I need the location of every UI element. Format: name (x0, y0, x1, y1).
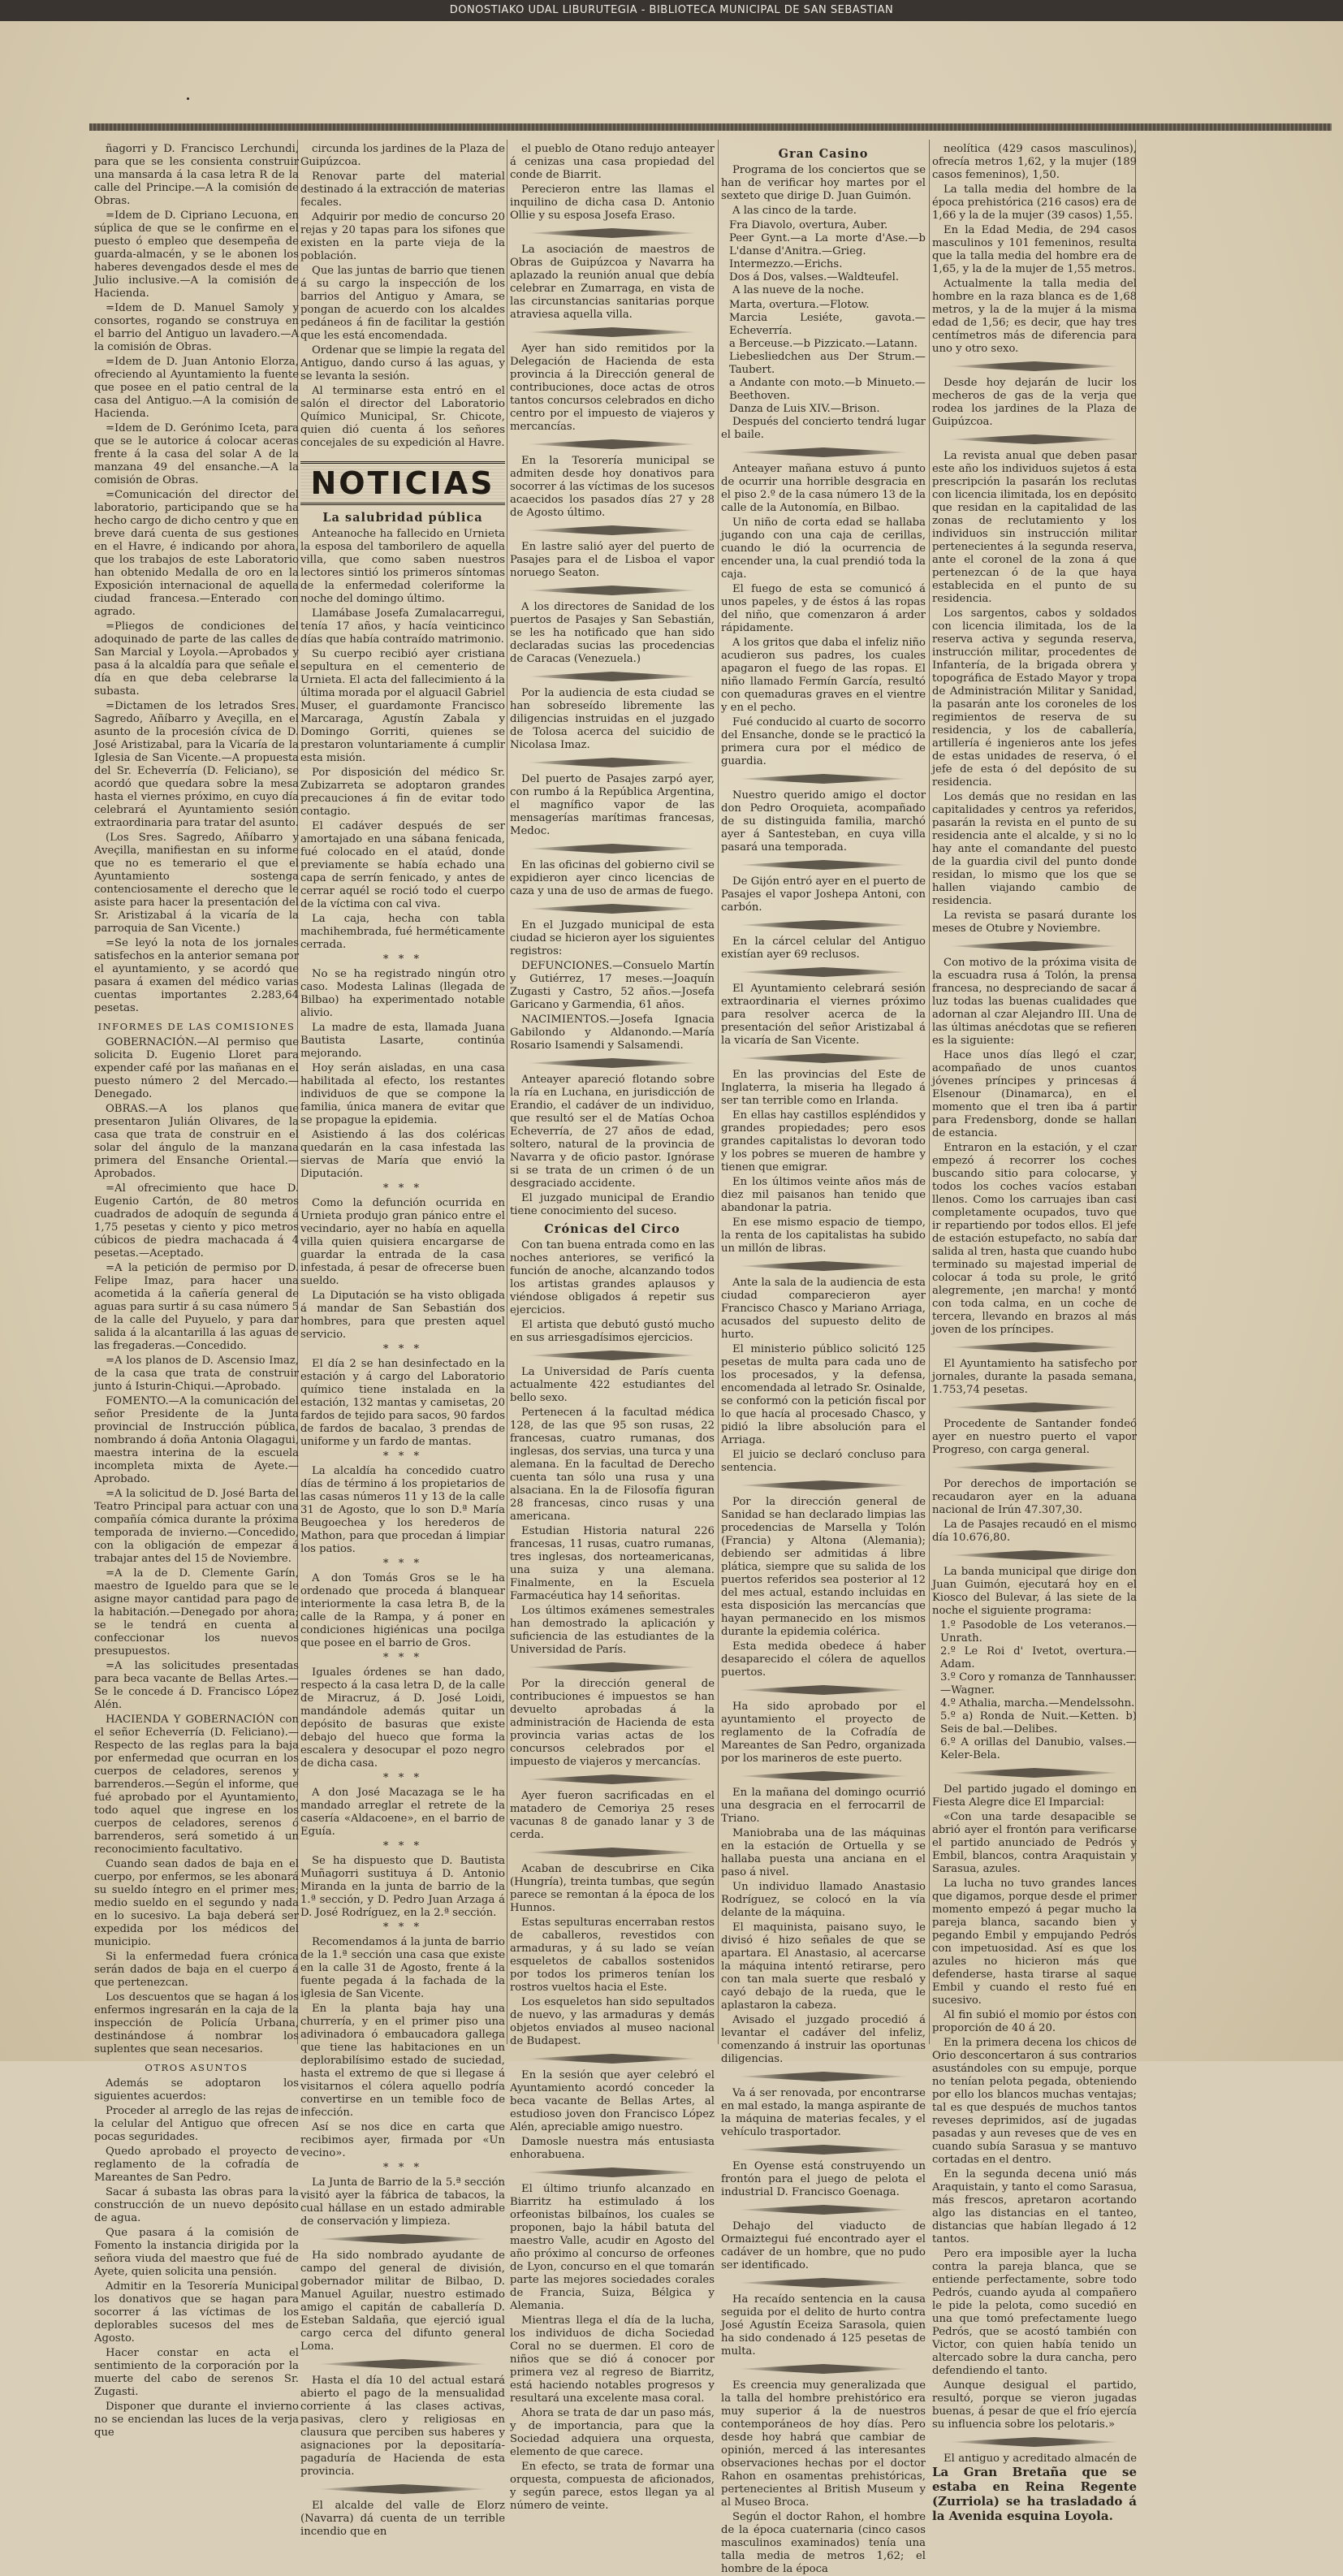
ornament-divider (526, 586, 698, 595)
program-item: Marta, overtura.—Flotow. (729, 299, 870, 311)
program-item: Marcia Lesiéte, gavota.—Echeverría. (729, 312, 926, 337)
separator-stars: * * * (382, 1343, 423, 1355)
paragraph: Admitir en la Tesorería Municipal los donativos que se hagan para socorrer á las víctimas de los deplorables sucesos del mes de Agosto. (94, 2280, 299, 2345)
ornament-divider (948, 1342, 1121, 1352)
paragraph: La banda municipal que dirige don Juan Guimón, ejecutará hoy en el Kiosco del Bulevar, á las siete de la noche el siguiente programa: (932, 1566, 1137, 1617)
paragraph: Programa de los conciertos que se han de verificar hoy martes por el sexteto que dirige D. Juan Guimón. (721, 164, 926, 202)
paragraph: A don Tomás Gros se le ha ordenado que proceda á blanquear interiormente la casa letra B, de la calle de la Rampa, y á poner en condiciones higiénicas una pocilga que posee en el barrio de Gros. (300, 1572, 505, 1649)
section-heading: INFORMES DE LAS COMISIONES (97, 1021, 296, 1032)
paragraph: HACIENDA Y GOBERNACIÓN con el señor Echeverría (D. Feliciano).—Respecto de las reglas para la baja por enfermedad que ocurran en los cuerpos de celadores, serenos y barrenderos.—Según el informe, que fué aprobado por el Ayuntamiento, todo aquel que ingrese en los cuerpos de celadores, serenos ó barrenderos, será sometido á un reconocimiento facultativo. (94, 1714, 299, 1856)
column-5 (932, 143, 1137, 2523)
archive-banner: DONOSTIAKO UDAL LIBURUTEGIA - BIBLIOTECA MUNICIPAL DE SAN SEBASTIAN (0, 0, 1343, 21)
paragraph: Quedo aprobado el proyecto de reglamento de la cofradía de Mareantes de San Pedro. (94, 2146, 299, 2184)
paragraph: Ante la sala de la audiencia de esta ciudad comparecieron ayer Francisco Chasco y Mariano Arriaga, acusados del supuesto delito de hurto. (721, 1277, 926, 1341)
ornament-divider (948, 1403, 1121, 1412)
ornament-divider (948, 1768, 1121, 1778)
paragraph: Hace unos días llegó el czar, acompañado de unos cuantos jóvenes príncipes y princesas á Elsenour (Dinamarca), en el momento que el tren iba á partir para Fredensborg, donde se hallan de estancia. (932, 1049, 1137, 1139)
paragraph: DEFUNCIONES.—Consuelo Martín y Gutiérrez, 17 meses.—Joaquín Zugasti y Castro, 52 años.—Josefa Garicano y Garmendia, 61 años. (510, 960, 715, 1011)
paragraph: El juicio se declaró concluso para sentencia. (721, 1449, 926, 1474)
paragraph: A los gritos que daba el infeliz niño acudieron sus padres, los cuales apagaron el fuego de las ropas. El niño llamado Fermín García, resultó con quemaduras graves en el vientre y en el pecho. (721, 637, 926, 714)
paragraph: Un individuo llamado Anastasio Rodríguez, se colocó en la vía delante de la máquina. (721, 1881, 926, 1919)
paragraph: Hacer constar en acta el sentimiento de la corporación por la muerte del cabo de serenos Sr. Zugasti. (94, 2347, 299, 2398)
ornament-divider (737, 2364, 909, 2374)
program-item: 2.º Le Roi d' Ivetot, overtura.—Adam. (940, 1645, 1137, 1671)
column-3 (510, 143, 715, 2512)
ornament-divider (317, 2234, 489, 2244)
paragraph: =Pliegos de condiciones del adoquinado de parte de las calles de San Marcial y Loyola.—Aprobados y pasa á la alcaldía para que señale el día en que deba celebrarse la subasta. (94, 620, 299, 698)
paragraph: La lucha no tuvo grandes lances que digamos, porque desde el primer momento empezó á pegar mucho la pareja blanca, sacando bien y pegando Embil y empujando Pedrós con impetuosidad. Así es que los azules no hicieron más que defenderse, hasta tirarse al saque Embil y cuando el resto fué en sucesivo. (932, 1878, 1137, 2007)
separator-stars: * * * (382, 1840, 423, 1852)
section-heading: Crónicas del Circo (544, 1222, 680, 1236)
paragraph: =Idem de D. Gerónimo Iceta, para que se le autorice á colocar aceras frente á la casa del solar A de la manzana 49 del ensanche.—A la comisión de Obras. (94, 422, 299, 486)
paragraph: Ahora se trata de dar un paso más, y de importancia, para que la Sociedad adquiera una orquesta, elemento de que carece. (510, 2407, 715, 2458)
section-heading: Gran Casino (778, 147, 869, 161)
paragraph: Perecieron entre las llamas el inquilino de dicha casa D. Antonio Ollie y su esposa Josefa Eraso. (510, 184, 715, 222)
column-2 (300, 143, 506, 2538)
ornament-divider (526, 1774, 698, 1784)
ornament-divider (526, 439, 698, 449)
ad-highlight-text: La Gran Bretaña que se estaba en Reina Regente (Zurriola) se ha trasladado á la Avenida esquina Loyola. (932, 2465, 1137, 2523)
paragraph: Procedente de Santander fondeó ayer en nuestro puerto el vapor Progreso, con carga general. (932, 1418, 1137, 1456)
paragraph: Al fin subió el momio por éstos con proporción de 40 á 20. (932, 2009, 1137, 2034)
ornament-divider (526, 672, 698, 681)
paragraph: =Se leyó la nota de los jornales satisfechos en la anterior semana por el ayuntamiento, y se acordó que pasara á examen del médico varias cuentas importantes 2.283,64 pesetas. (94, 937, 299, 1014)
paragraph: =Al ofrecimiento que hace D. Eugenio Cartón, de 80 metros cuadrados de adoquín de segunda á 1,75 pesetas y ciento y pico metros cúbicos de piedra machacada á 4 pesetas.—Aceptado. (94, 1182, 299, 1260)
ornament-divider (948, 1463, 1121, 1472)
print-speck (187, 97, 189, 100)
paragraph: Por disposición del médico Sr. Zubizarreta se adoptaron grandes precauciones á fin de evitar todo contagio. (300, 767, 505, 818)
paragraph: Con tan buena entrada como en las noches anteriores, se verificó la función de anoche, alcanzando todos los artistas grandes aplausos y viéndose obligados á repetir sus ejercicios. (510, 1239, 715, 1316)
paragraph: =Idem de D. Cipriano Lecuona, en súplica de que se le confirme en el puesto ó empleo que desempeña de guarda-almacén, y se le abonen los haberes devengados desde el mes de Julio inclusive.—A la comisión de Hacienda. (94, 210, 299, 300)
paragraph: A don José Macazaga se le ha mandado arreglar el retrete de la casería «Aldacoene», en el barrio de Eguía. (300, 1787, 505, 1838)
paragraph: El último triunfo alcanzado en Biarritz ha estimulado á los orfeonistas bilbaínos, los cuales se proponen, bajo la hábil batuta del maestro Valle, acudir en Agosto del año próximo al concurso de orfeones de Lyon, concurso en el que tomarán parte las mejores sociedades corales de Francia, Suiza, Bélgica y Alemania. (510, 2183, 715, 2312)
program-item: 3.º Coro y romanza de Tannhausser.—Wagner. (940, 1671, 1137, 1696)
paragraph: Estas sepulturas encerraban restos de caballeros, revestidos con armaduras, y á su lado se veían esqueletos de caballos sostenidos por todos los primeros tenían los rostros vueltos hacia el Este. (510, 1917, 715, 1994)
paragraph: Nuestro querido amigo el doctor don Pedro Oroquieta, acompañado de su distinguida familia, marchó ayer á Santesteban, en cuya villa pasará una temporada. (721, 789, 926, 854)
paragraph: La Junta de Barrio de la 5.ª sección visitó ayer la fábrica de tabacos, la cual hállase en un estado admirable de conservación y limpieza. (300, 2176, 505, 2228)
paragraph: La revista se pasará durante los meses de Otubre y Noviembre. (932, 910, 1137, 935)
paragraph: De Gijón entró ayer en el puerto de Pasajes el vapor Joshepa Antoni, con carbón. (721, 875, 926, 914)
paragraph: Así se nos dice en carta que recibimos ayer, firmada por «Un vecino». (300, 2121, 505, 2159)
ornament-divider (737, 2072, 909, 2081)
ornament-divider (526, 228, 698, 238)
header-rule (89, 123, 1332, 131)
paragraph: No se ha registrado ningún otro caso. Modesta Lalinas (llegada de Bilbao) ha experimentado notable alivio. (300, 968, 505, 1019)
ornament-divider (526, 758, 698, 767)
paragraph: =A la de D. Clemente Garín, maestro de Igueldo para que se le asigne mayor cantidad para pago de la habitación.—Denegado por ahora; se le tendrá en cuenta al confeccionar los nuevos presupuestos. (94, 1567, 299, 1658)
paragraph: =A la petición de permiso por D. Felipe Imaz, para hacer una acometida á la cañería general de aguas para surtir á su casa número 5 de la calle del Puyuelo, y para dar salida á la alcantarilla á las aguas de las fregaderas.—Concedido. (94, 1262, 299, 1352)
paragraph: Los sargentos, cabos y soldados con licencia ilimitada, los de la reserva activa y segunda reserva, instrucción militar, procedentes de Infantería, de la brigada obrera y topográfica de Estado Mayor y tropa de Administración Militar y Sanidad, la pasarán ante los coroneles de los regimientos de reserva de su residencia, y los de caballería, artillería é ingenieros ante los jefes de estas unidades de reserva, ó el jefe de esta ó del depósito de su residencia. (932, 607, 1137, 789)
paragraph: En la mañana del domingo ocurrió una desgracia en el ferrocarril de Triano. (721, 1787, 926, 1825)
separator-stars: * * * (382, 1182, 423, 1195)
paragraph: En efecto, se trata de formar una orquesta, compuesta de aficionados, y según parece, estos llegan ya al número de veinte. (510, 2461, 715, 2512)
paragraph: Anteayer mañana estuvo á punto de ocurrir una horrible desgracia en el piso 2.º de la casa número 13 de la calle de la Autonomía, en Bilbao. (721, 463, 926, 514)
paragraph: Si la enfermedad fuera crónica serán dados de baja en el cuerpo á que pertenezcan. (94, 1951, 299, 1989)
program-item: Dos á Dos, valses.—Waldteufel. (729, 271, 900, 283)
paragraph: La alcaldía ha concedido cuatro días de término á los propietarios de las casas números 11 y 13 de la calle 31 de Agosto, que lo son D.ª María Beugoechea y los herederos de Mathon, para que procedan á limpiar los patios. (300, 1465, 505, 1555)
ornament-divider (948, 941, 1121, 951)
paragraph: Con motivo de la próxima visita de la escuadra rusa á Tolón, la prensa francesa, no despreciando de sacar á luz todas las buenas cualidades que adornan al czar Alejandro III. Una de las últimas anécdotas que se refieren es la siguiente: (932, 957, 1137, 1047)
ornament-divider (737, 860, 909, 870)
paragraph: Que pasara á la comisión de Fomento la instancia dirigida por la señora viuda del maestro que fué de Ayete, quien solicita una pensión. (94, 2227, 299, 2278)
paragraph: Estudian Historia natural 226 francesas, 11 rusas, cuatro rumanas, tres inglesas, dos norteamericanas, una suiza y una alemana. Finalmente, en la Escuela Farmacéutica hay 14 señoritas. (510, 1525, 715, 1602)
paragraph: En Oyense está construyendo un frontón para el juego de pelota el industrial D. Francisco Goenaga. (721, 2160, 926, 2198)
paragraph: El ministerio público solicitó 125 pesetas de multa para cada uno de los procesados, y la defensa, encomendada al letrado Sr. Osinalde, se conformó con la petición fiscal por lo que hacía al procesado Chasco, y pidió la libre absolución para el Arriaga. (721, 1343, 926, 1446)
paragraph: Dehajo del viaducto de Ormaiztegui fué encontrado ayer el cadáver de un hombre, que no pudo ser identificado. (721, 2220, 926, 2271)
paragraph: Su cuerpo recibió ayer cristiana sepultura en el cementerio de Urnieta. El acta del fallecimiento á la última morada por el alguacil Gabriel Muser, el guardamonte Francisco Marcaraga, Agustín Zabala y Domingo Gorriti, quienes se prestaron voluntariamente á cumplir esta misión. (300, 648, 505, 764)
paragraph: La talla media del hombre de la época prehistórica (216 casos) era de 1,66 y la de la mujer (39 casos) 1,55. (932, 184, 1137, 222)
paragraph: Además se adoptaron los siguientes acuerdos: (94, 2077, 299, 2103)
paragraph: Es creencia muy generalizada que la talla del hombre prehistórico era muy superior á la de nuestros contemporáneos de hoy días. Pero desde hoy habrá que cambiar de opinión, merced á las interesantes observaciones hechas por el doctor Rahon en osamentas prehistóricas, pertenecientes al British Museum y al Museo Broca. (721, 2379, 926, 2509)
paragraph: Maniobraba una de las máquinas en la estación de Ortuella y se hallaba puesta una anciana en el paso á nivel. (721, 1827, 926, 1878)
paragraph: La asociación de maestros de Obras de Guipúzcoa y Navarra ha aplazado la reunión anual que debía celebrar en Zumarraga, en vista de las circunstancias sanitarias porque atraviesa aquella villa. (510, 244, 715, 321)
paragraph: Actualmente la talla media del hombre en la raza blanca es de 1,68 metros, y la de la mujer á la misma edad de 1,56; es decir, que hay tres centímetros más de diferencia para uno y otro sexo. (932, 278, 1137, 355)
paragraph: Hoy serán aisladas, en una casa habilitada al efecto, los restantes individuos de que se compone la familia, única manera de evitar que se propague la epidemia. (300, 1062, 505, 1126)
column-divider (718, 140, 719, 2044)
paragraph: La de Pasajes recaudó en el mismo día 10.676,80. (932, 1519, 1137, 1544)
ornament-divider (948, 361, 1121, 371)
paragraph: Después del concierto tendrá lugar el baile. (721, 416, 926, 441)
paragraph: Cuando sean dados de baja en el cuerpo, por enfermos, se les abonará su sueldo íntegro en el primer mes; medio sueldo en el segundo y nada en lo sucesivo. La baja deberá ser expedida por los médicos del municipio. (94, 1858, 299, 1948)
paragraph: En la planta baja hay una churrería, y en el primer piso una adivinadora ó embaucadora gallega que tiene las habitaciones en un deplorabilísimo estado de suciedad, hasta el extremo de que si llegase á visitarnos el cólera aquello podría convertirse en un temible foco de infección. (300, 2003, 505, 2119)
program-item: Danza de Luis XIV.—Brison. (729, 403, 880, 415)
ornament-divider (737, 967, 909, 977)
paragraph: El Ayuntamiento ha satisfecho por jornales, durante la pasada semana, 1.753,74 pesetas. (932, 1358, 1137, 1396)
ornament-divider (526, 904, 698, 914)
column-4 (721, 143, 926, 2575)
paragraph: Acaban de descubrirse en Cika (Hungría), treinta tumbas, que según parece se remontan á la época de los Hunnos. (510, 1863, 715, 1914)
ornament-divider (737, 1480, 909, 1490)
paragraph: Pertenecen á la facultad médica 128, de las que 95 son rusas, 22 francesas, cuatro rumanas, dos inglesas, dos servias, una turca y una alemana. En la facultad de Derecho cuenta tan sólo una rusa y una alsaciana. En la de Filosofía figuran 28 francesas, cinco rusas y una americana. (510, 1407, 715, 1523)
ornament-divider (737, 1053, 909, 1063)
paragraph: La caja, hecha con tabla machihembrada, fué herméticamente cerrada. (300, 913, 505, 951)
paragraph: Mientras llega el día de la lucha, los individuos de dicha Sociedad Coral no se duermen. El coro de niños que se dió á conocer por primera vez al regreso de Biarritz, está haciendo notables progresos y resultará una excelente masa coral. (510, 2315, 715, 2405)
paragraph: Por la dirección general de Sanidad se han declarado limpias las procedencias de Marsella y Tolón (Francia) y Altona (Alemania); debiendo ser admitidas á libre plática, siempre que su salida de los puertos referidos sea posterior al 12 del mes actual, estando incluidas en esta disposición las mercancías que hayan permanecido en los mismos durante la epidemia colérica. (721, 1496, 926, 1638)
paragraph: En lastre salió ayer del puerto de Pasajes para el de Lisboa el vapor noruego Seaton. (510, 541, 715, 579)
paragraph: Que las juntas de barrio que tienen á su cargo la inspección de los barrios del Antiguo y Amara, se pongan de acuerdo con los alcaldes pedáneos á fin de facilitar la gestión que les está encomendada. (300, 265, 505, 342)
paragraph: Los esqueletos han sido sepultados de nuevo, y las armaduras y demás objetos enviados al museo nacional de Budapest. (510, 1996, 715, 2047)
paragraph: =A la solicitud de D. José Barta del Teatro Principal para actuar con una compañía cómica durante la próxima temporada de invierno.—Concedido, con la obligación de empezar á trabajar antes del 15 de Noviembre. (94, 1488, 299, 1565)
paragraph: =Dictamen de los letrados Sres. Sagredo, Añíbarro y Aveçilla, en el asunto de la procesión cívica de D. José Aristizabal, para la Vicaría de la Iglesia de San Vicente.—A propuesta del Sr. Echeverría (D. Feliciano), se acordó que quedara sobre la mesa hasta el viernes próximo, en cuyo día celebrará el Ayuntamiento sesión extraordinaria para tratar del asunto. (94, 700, 299, 829)
ornament-divider (526, 1351, 698, 1360)
ornament-divider (526, 1848, 698, 1857)
paragraph: La Universidad de París cuenta actualmente 422 estudiantes del bello sexo. (510, 1366, 715, 1404)
paragraph: =Comunicación del director del laboratorio, participando que se ha hecho cargo de dicho centro y que en breve dará cuenta de sus gestiones en el Havre, é indicando por ahora, que los trabajos de este Laboratorio han obtenido Medalla de oro en la Exposición internacional de aquella ciudad francesa.—Enterado con agrado. (94, 489, 299, 618)
paragraph: Anteanoche ha fallecido en Urnieta la esposa del tamborilero de aquella villa, que como saben nuestros lectores sintió los primeros síntomas de la enfermedad coleriforme la noche del domingo último. (300, 528, 505, 605)
paragraph: el pueblo de Otano redujo anteayer á cenizas una casa propiedad del conde de Biarrit. (510, 143, 715, 181)
paragraph: Por derechos de importación se recaudaron ayer en la aduana nacional de Irún 47.307,30. (932, 1478, 1137, 1516)
paragraph: Desde hoy dejarán de lucir los mecheros de gas de la verja que rodea los jardines de la Plaza de Guipúzcoa. (932, 377, 1137, 428)
program-item: a Berceuse.—b Pizzicato.—Latann. (729, 338, 918, 350)
paragraph: Por la dirección general de contribuciones é impuestos se han devuelto aprobadas á la administración de Hacienda de esta provincia varias actas de los concursos celebrados por el impuesto de viajeros y mercancías. (510, 1678, 715, 1768)
paragraph: A las nueve de la noche. (732, 284, 865, 296)
paragraph: Se ha dispuesto que D. Bautista Muñagorri sustituya á D. Antonio Miranda en la junta de barrio de la 1.ª sección, y D. Pedro Juan Arzaga á D. José Rodríguez, en la 2.ª sección. (300, 1855, 505, 1919)
program-item: Liebesliedchen aus Der Strum.—Taubert. (729, 351, 926, 376)
paragraph: Sacar á subasta las obras para la construcción de un nuevo depósito de agua. (94, 2186, 299, 2224)
paragraph: =A las solicitudes presentadas para beca vacante de Bellas Artes.—Se le concede á D. Francisco López Alén. (94, 1660, 299, 1711)
program-item: 6.º A orillas del Danubio, valses.—Keler-Bela. (940, 1736, 1137, 1761)
paragraph: En ellas hay castillos espléndidos y grandes propiedades; pero esos grandes capitalistas lo devoran todo y los pobres se mueren de hambre y tienen que emigrar. (721, 1109, 926, 1173)
paragraph: Ha sido nombrado ayudante de campo del general de división, gobernador militar de Bilbao, D. Manuel Aguilar, nuestro estimado amigo el capitán de caballería D. Esteban Saldaña, que ejerció igual cargo cerca del difunto general Loma. (300, 2250, 505, 2353)
ornament-divider (526, 1058, 698, 1068)
paragraph: Iguales órdenes se han dado, respecto á la casa letra D, de la calle de Miracruz, á D. José Loidi, mandándole además quitar un depósito de basuras que existe debajo del hueco que forma la escalera y desocupar el pozo negro de dicha casa. (300, 1666, 505, 1770)
paragraph: A los directores de Sanidad de los puertos de Pasajes y San Sebastián, se les ha notificado que han sido declaradas sucias las procedencias de Caracas (Venezuela.) (510, 601, 715, 665)
paragraph: (Los Sres. Sagredo, Añíbarro y Aveçilla, manifiestan en su informe que no es temerario el que el Ayuntamiento sostenga contenciosamente el derecho que le asiste para hacer la presentación del Sr. Aristizabal á la vicaría de la parroquia de San Vicente.) (94, 832, 299, 935)
program-item: a Andante con moto.—b Minueto.—Beethoven. (729, 377, 926, 402)
program-item: 4.º Athalia, marcha.—Mendelssohn. (940, 1697, 1135, 1709)
ornament-divider (737, 2145, 909, 2155)
paragraph: Por la audiencia de esta ciudad se han sobreseído libremente las diligencias instruidas en el juzgado de Tolosa acerca del suicidio de Nicolasa Imaz. (510, 687, 715, 751)
ornament-divider (737, 2205, 909, 2215)
ornament-divider (526, 1662, 698, 1672)
paragraph: En la segunda decena unió más Araquistain, y tanto el como Sarasua, más frescos, apretaron acortando algo las distancias en el tanteo, distancias que habían llegado á 12 tantos. (932, 2168, 1137, 2245)
paragraph: OBRAS.—A los planos que presentaron Julián Olivares, de la casa que trata de construir en el solar del ángulo de la manzana primera del Ensanche Oriental.—Aprobados. (94, 1103, 299, 1180)
paragraph: ñagorri y D. Francisco Lerchundi, para que se les consienta construir una mansarda á la casa letra R de la calle del Principe.—A la comisión de Obras. (94, 143, 299, 207)
paragraph: La revista anual que deben pasar este año los individuos sujetos á esta prescripción la pasarán los reclutas con licencia ilimitada, los en depósito que residan en la capitalidad de las zonas de reclutamiento y los individuos sin instrucción militar pertenecientes á la segunda reserva, ante el coronel de la zona á que pertenezcan ó de la que haya establecida en el punto de su residencia. (932, 450, 1137, 605)
paragraph: Proceder al arreglo de las rejas de la celular del Antiguo que ofrecen pocas seguridades. (94, 2105, 299, 2143)
separator-stars: * * * (382, 953, 423, 966)
section-heading: OTROS ASUNTOS (145, 2062, 248, 2073)
paragraph: El fuego de esta se comunicó á unos papeles, y de éstos á las ropas del niño, que comenzaron á arder rápidamente. (721, 583, 926, 634)
paragraph: En el Juzgado municipal de esta ciudad se hicieron ayer los siguientes registros: (510, 919, 715, 957)
paragraph: La madre de esta, llamada Juana Bautista Lasarte, continúa mejorando. (300, 1022, 505, 1060)
ornament-divider (526, 844, 698, 854)
paragraph: Pero era imposible ayer la lucha contra la pareja blanca, que se entiende perfectamente, sobre todo Pedrós, cuando ayuda al compañero le pide la pelota, como sucedió en una que tomó prefectamente luego Pedrós, que se acostó también con Victor, con quien había tenido un altercado sobre la dura cancha, pero defendiendo el tanto. (932, 2248, 1137, 2377)
paragraph: La Diputación se ha visto obligada á mandar de San Sebastián dos hombres, para que presten aquel servicio. (300, 1290, 505, 1341)
ad-lead-text: El antiguo y acreditado almacén de (944, 2453, 1137, 2465)
separator-stars: * * * (382, 1921, 423, 1934)
paragraph: El día 2 se han desinfectado en la estación y á cargo del Laboratorio químico tiene instalada en la estación, 132 mantas y camisetas, 20 fardos de tejido para sacos, 90 fardos de fardos de bacalao, 3 prendas de uniforme y un fardo de mantas. (300, 1358, 505, 1448)
ornament-divider (948, 434, 1121, 444)
paragraph: Va á ser renovada, por encontrarse en mal estado, la manga aspirante de la máquina de materias fecales, y el vehículo trasportador. (721, 2087, 926, 2138)
paragraph: FOMENTO.—A la comunicación del señor Presidente de la Junta provincial de Instrucción pública, nombrando á doña Antonia Olagagui, maestra interina de la escuela incompleta mixta de Ayete.—Aprobado. (94, 1395, 299, 1485)
column-1 (94, 143, 299, 2439)
ornament-divider (737, 1261, 909, 1271)
separator-stars: * * * (382, 2162, 423, 2174)
paragraph: Los descuentos que se hagan á los enfermos ingresarán en la caja de la inspección de Policía Urbana, destinándose á nombrar los suplentes que sean necesarios. (94, 1991, 299, 2055)
paragraph: Los demás que no residan en las capitalidades y centros ya referidos, pasarán la revista en el punto de su residencia ante el alcalde, y si no lo hay ante el comandante del puesto de la guardia civil del punto donde residan, lo mismo que los que se hallen viajando cambio de residencia. (932, 791, 1137, 907)
column-divider (929, 140, 930, 2044)
paragraph: Del puerto de Pasajes zarpó ayer, con rumbo á la República Argentina, el magnífico vapor de las mensagerías marítimas francesas, Medoc. (510, 773, 715, 837)
paragraph: =Idem de D. Manuel Samoly y consortes, rogando se construya en el barrio del Antiguo un lavadero.—A la comisión de Obras. (94, 302, 299, 353)
paragraph: El alcalde del valle de Elorz (Navarra) dá cuenta de un terrible incendio que en (300, 2500, 505, 2538)
paragraph: =Idem de D. Juan Antonio Elorza, ofreciendo al Ayuntamiento la fuente que posee en el patio central de la casa del Antiguo.—A la comisión de Hacienda. (94, 356, 299, 420)
paragraph: En las oficinas del gobierno civil se expidieron ayer cinco licencias de caza y una de uso de armas de fuego. (510, 859, 715, 897)
paragraph: Ha sido aprobado por el ayuntamiento el proyecto de reglamento de la Cofradía de Mareantes de San Pedro, organizada por los marineros de este puerto. (721, 1701, 926, 1765)
paragraph: Fué conducido al cuarto de socorro del Ensanche, donde se le practicó la primera cura por el médico de guardia. (721, 716, 926, 767)
paragraph: Aunque desigual el partido, resultó, porque se vieron jugadas buenas, á pesar de que el frío ejercía su influencia sobre los pelotaris.» (932, 2379, 1137, 2431)
ornament-divider (737, 447, 909, 457)
paragraph: Renovar parte del material destinado á la extracción de materias fecales. (300, 171, 505, 209)
paragraph: En la Tesorería municipal se admiten desde hoy donativos para socorrer á las víctimas de los sucesos acaecidos los pasados días 27 y 28 de Agosto último. (510, 455, 715, 519)
paragraph: Un niño de corta edad se hallaba jugando con una caja de cerillas, cuando le dió la ocurrencia de encender una, la cual prendió toda la caja. (721, 516, 926, 581)
paragraph: Ayer han sido remitidos por la Delegación de Hacienda de esta provincia á la Dirección general de contribuciones, doce actas de otros tantos concursos celebrados en dicho centro por el impuesto de viajeros y mercancías. (510, 343, 715, 433)
ornament-divider (526, 525, 698, 535)
paragraph: En la primera decena los chicos de Orio desconcertaron á sus contrarios asustándoles con su empuje, porque no tenían pelota pegada, obteniendo por ello los blancos muchas ventajas; tal es que después de muchos tantos reveses deprimidos, así de jugadas pasadas y aun reveses que de ves en cuando subía Sarasua y se mantuvo cortadas en el dentro. (932, 2037, 1137, 2166)
paragraph: En la Edad Media, de 294 casos masculinos y 101 femeninos, resulta que la talla media del hombre era de 1,65, y la de la mujer de 1,55 metros. (932, 224, 1137, 275)
paragraph: A las cinco de la tarde. (732, 205, 857, 217)
paragraph: Avisado el juzgado procedió á levantar el cadáver del infeliz, comenzando á instruir las oportunas diligencias. (721, 2014, 926, 2065)
paragraph: Según el doctor Rahon, el hombre de la época cuaternaria (cinco casos masculinos examinados) tenía una talla media de metros 1,62; el hombre de la época (721, 2511, 926, 2575)
paragraph: Ha recaído sentencia en la causa seguida por el delito de hurto contra José Agustín Eceiza Sarasola, quien ha sido condenado á 125 pesetas de multa. (721, 2293, 926, 2358)
paragraph: GOBERNACIÓN.—Al permiso que solicita D. Eugenio Lloret para expender café por las mañanas en el puesto número 2 del Mercado.—Denegado. (94, 1036, 299, 1100)
program-item: Fra Diavolo, overtura, Auber. (729, 219, 888, 231)
program-item: Intermezzo.—Erichs. (729, 258, 843, 270)
paragraph: «Con una tarde desapacible se abrió ayer el frontón para verificarse el partido anunciado de Pedrós y Embil, blancos, contra Araquistain y Sarasua, azules. (932, 1811, 1137, 1875)
paragraph: Damosle nuestra más entusiasta enhorabuena. (510, 2136, 715, 2161)
paragraph: En la sesión que ayer celebró el Ayuntamiento acordó conceder la beca vacante de Bellas Artes, al estudioso joven don Francisco López Alén, apreciable amigo nuestro. (510, 2069, 715, 2133)
ornament-divider (526, 2054, 698, 2064)
paragraph: Esta medida obedece á haber desaparecido el cólera de aquellos puertos. (721, 1640, 926, 1679)
paragraph: =A los planos de D. Ascensio Imaz, de la casa que trata de construir junto á Isturin-Chiqui.—Aprobado. (94, 1355, 299, 1393)
ornament-divider (526, 327, 698, 337)
ornament-divider (317, 2484, 489, 2494)
paragraph: Ordenar que se limpie la regata del Antiguo, dando curso á las aguas, y se levanta la sesión. (300, 344, 506, 383)
paragraph: Como la defunción ocurrida en Urnieta produjo gran pánico entre el vecindario, ayer no había en aquella villa quien quisiera encargarse de guardar la entrada de la casa infestada, á pesar de ofrecerse buen sueldo. (300, 1197, 505, 1287)
section-heading: La salubridad pública (322, 511, 483, 525)
paragraph: Adquirir por medio de concurso 20 rejas y 20 tapas para los sifones que existen en la parte vieja de la población. (300, 211, 505, 262)
separator-stars: * * * (382, 1450, 423, 1463)
ornament-divider (737, 2278, 909, 2288)
paragraph: El maquinista, paisano suyo, le divisó é hizo señales de que se apartara. El Anastasio, al acercarse la máquina intentó retirarse, pero con tan mala suerte que resbaló y cayó debajo de la rueda, que le aplastaron la cabeza. (721, 1921, 926, 2012)
paragraph: En los últimos veinte años más de diez mil paisanos han tenido que abandonar la patria. (721, 1176, 926, 1214)
paragraph: Entraron en la estación, y el czar empezó á recorrer los coches buscando sitio para colocarse, y todos los coches vacíos estaban llenos. Como los carruajes iban casi completamente ocupados, tuvo que ir repartiendo por todos ellos. El jefe de estación estupefacto, no sabía dar salida al tren, hasta que cuando hubo terminado su majestad imperial de colocar á toda su prole, le gritó alegremente, ¡en marcha! y montó con toda calma, en un coche de tercera, llevando en brazos al más joven de los príncipes. (932, 1142, 1137, 1336)
ornament-divider (737, 774, 909, 784)
program-item: Peer Gynt.—a La morte d'Ase.—b L'danse d'Anitra.—Grieg. (729, 232, 926, 257)
paragraph: Disponer que durante el invierno no se enciendan las luces de la verja que (94, 2401, 299, 2439)
paragraph: Hasta el día 10 del actual estará abierto el pago de la mensualidad corriente á las clases activas, pasivas, clero y religiosas en clausura que perciben sus haberes y asignaciones por la depositaría-pagaduría de Hacienda de esta provincia. (300, 2375, 505, 2478)
paragraph: En ese mismo espacio de tiempo, la renta de los capitalistas ha subido un millón de libras. (721, 1217, 926, 1255)
paragraph: Al terminarse esta entró en el salón el director del Laboratorio Químico Municipal, Sr. Chicote, quien dió cuenta á los señores concejales de su expedición al Havre. (300, 385, 505, 449)
paragraph: circunda los jardines de la Plaza de Guipúzcoa. (300, 143, 505, 168)
paragraph: neolítica (429 casos masculinos), ofrecía metros 1,62, y la mujer (189 casos femeninos), 1,50. (932, 143, 1137, 181)
paragraph: Los últimos exámenes semestrales han demostrado la aplicación y suficiencia de las estudiantes de la Universidad de París. (510, 1605, 715, 1656)
ornament-divider (948, 2437, 1121, 2447)
separator-stars: * * * (382, 1558, 423, 1570)
paragraph: Llamábase Josefa Zumalacarregui, tenía 17 años, y hacía veinticinco días que había contraído matrimonio. (300, 607, 505, 646)
paragraph: El Ayuntamiento celebrará sesión extraordinaria el viernes próximo para resolver acerca de la presentación del señor Aristizabal á la vicaría de San Vicente. (721, 983, 926, 1047)
paragraph: Asistiendo á las dos coléricas quedarán en la casa infestada las siervas de María que envió la Diputación. (300, 1129, 505, 1180)
paragraph: Recomendamos á la junta de barrio de la 1.ª sección una casa que existe en la calle 31 de Agosto, frente á la fuente pegada á la fachada de la iglesia de San Vicente. (300, 1936, 505, 2000)
paragraph: El cadáver después de ser amortajado en una sábana fenicada, fué colocado en el ataúd, donde previamente se había echado una capa de serrín fenicado, y antes de cerrar aquél se roció todo el cuerpo de la víctima con cal viva. (300, 820, 505, 910)
paragraph: Anteayer apareció flotando sobre la ría en Luchana, en jurisdicción de Erandio, el cadáver de un individuo, que resultó ser el de Matías Ochoa Echeverría, de 27 años de edad, soltero, natural de la provincia de Navarra y de oficio pastor. Ignórase si se trata de un crimen ó de un desgraciado accidente. (510, 1074, 715, 1190)
advertisement (932, 2453, 1137, 2524)
paragraph: En las provincias del Este de Inglaterra, la miseria ha llegado á ser tan terrible como en Irlanda. (721, 1069, 926, 1107)
paragraph: El juzgado municipal de Erandio tiene conocimiento del suceso. (510, 1192, 715, 1217)
ornament-divider (737, 1771, 909, 1781)
paragraph: Ayer fueron sacrificadas en el matadero de Cemoriya 25 reses vacunas 8 de ganado lanar y 3 de cerda. (510, 1790, 715, 1841)
program-item: 1.º Pasodoble de Los veteranos.—Unrath. (940, 1619, 1137, 1645)
paragraph: El artista que debutó gustó mucho en sus arriesgadísimos ejercicios. (510, 1319, 715, 1344)
ornament-divider (737, 920, 909, 930)
ornament-divider (317, 2359, 489, 2369)
noticias-masthead: NOTICIAS (300, 461, 505, 505)
program-item: 5.º a) Ronda de Nuit.—Ketten. b) Seis de bal.—Delibes. (940, 1710, 1137, 1735)
ornament-divider (526, 2168, 698, 2177)
paragraph: Del partido jugado el domingo en Fiesta Alegre dice El Imparcial: (932, 1783, 1137, 1809)
paragraph: NACIMIENTOS.—Josefa Ignacia Gabilondo y Aldanondo.—María Rosario Isamendi y Salsamendi. (510, 1014, 715, 1052)
separator-stars: * * * (382, 1772, 423, 1784)
ornament-divider (948, 1550, 1121, 1560)
paragraph: En la cárcel celular del Antiguo existían ayer 69 reclusos. (721, 936, 926, 961)
separator-stars: * * * (382, 1652, 423, 1664)
ornament-divider (737, 1685, 909, 1695)
